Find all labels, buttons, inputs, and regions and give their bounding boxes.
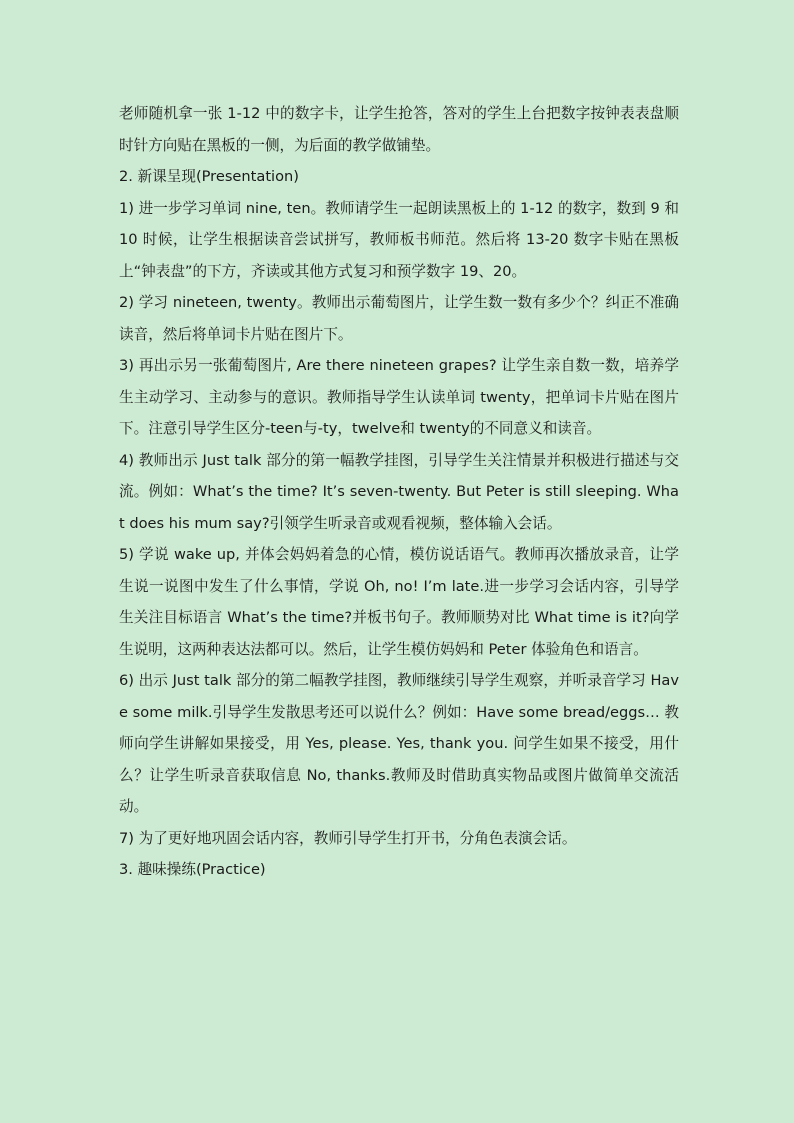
paragraph-step-2: 2) 学习 nineteen, twenty。教师出示葡萄图片，让学生数一数有多少个？纠正不准确读音，然后将单词卡片贴在图片下。 — [119, 294, 679, 343]
paragraph-step-6: 6) 出示 Just talk 部分的第二幅教学挂图，教师继续引导学生观察，并听录音学习 Have some milk.引导学生发散思考还可以说什么？例如：Have some bread/eggs… 教师向学生讲解如果接受，用 Yes, please. Yes, thank you. 问学生如果不接受，用什么？让学生听录音获取信息 No, thanks.教师及时借助真实物品或图片做简单交流活动。 — [119, 672, 679, 815]
paragraph-step-5: 5) 学说 wake up, 并体会妈妈着急的心情，模仿说话语气。教师再次播放录音，让学生说一说图中发生了什么事情，学说 Oh, no! I’m late.进一步学习会话内容，引导学生关注目标语言 What’s the time?并板书句子。教师顺势对比 What time is it?向学生说明，这两种表达法都可以。然后，让学生模仿妈妈和 Peter 体验角色和语言。 — [119, 546, 679, 658]
section-heading-presentation: 2. 新课呈现(Presentation) — [119, 168, 299, 185]
paragraph-step-1: 1) 进一步学习单词 nine, ten。教师请学生一起朗读黑板上的 1-12 的数字，数到 9 和 10 时候，让学生根据读音尝试拼写，教师板书师范。然后将 13-20 数字卡贴在黑板上“钟表盘”的下方，齐读或其他方式复习和预学数字 19、20。 — [119, 199, 679, 280]
document-body — [119, 98, 679, 886]
paragraph-step-7: 7) 为了更好地巩固会话内容，教师引导学生打开书，分角色表演会话。 — [119, 829, 577, 847]
paragraph-intro: 老师随机拿一张 1-12 中的数字卡，让学生抢答，答对的学生上台把数字按钟表表盘顺时针方向贴在黑板的一侧，为后面的教学做铺垫。 — [119, 105, 679, 154]
paragraph-step-4: 4) 教师出示 Just talk 部分的第一幅教学挂图，引导学生关注情景并积极进行描述与交流。例如：What’s the time? It’s seven-twenty. But Peter is still sleeping. What does his mum say?引领学生听录音或观看视频，整体输入会话。 — [119, 451, 679, 532]
paragraph-step-3: 3) 再出示另一张葡萄图片, Are there nineteen grapes? 让学生亲自数一数，培养学生主动学习、主动参与的意识。教师指导学生认读单词 twenty，把单词卡片贴在图片下。注意引导学生区分-teen与-ty，twelve和 twenty的不同意义和读音。 — [119, 357, 679, 437]
section-heading-practice: 3. 趣味操练(Practice) — [119, 861, 266, 878]
